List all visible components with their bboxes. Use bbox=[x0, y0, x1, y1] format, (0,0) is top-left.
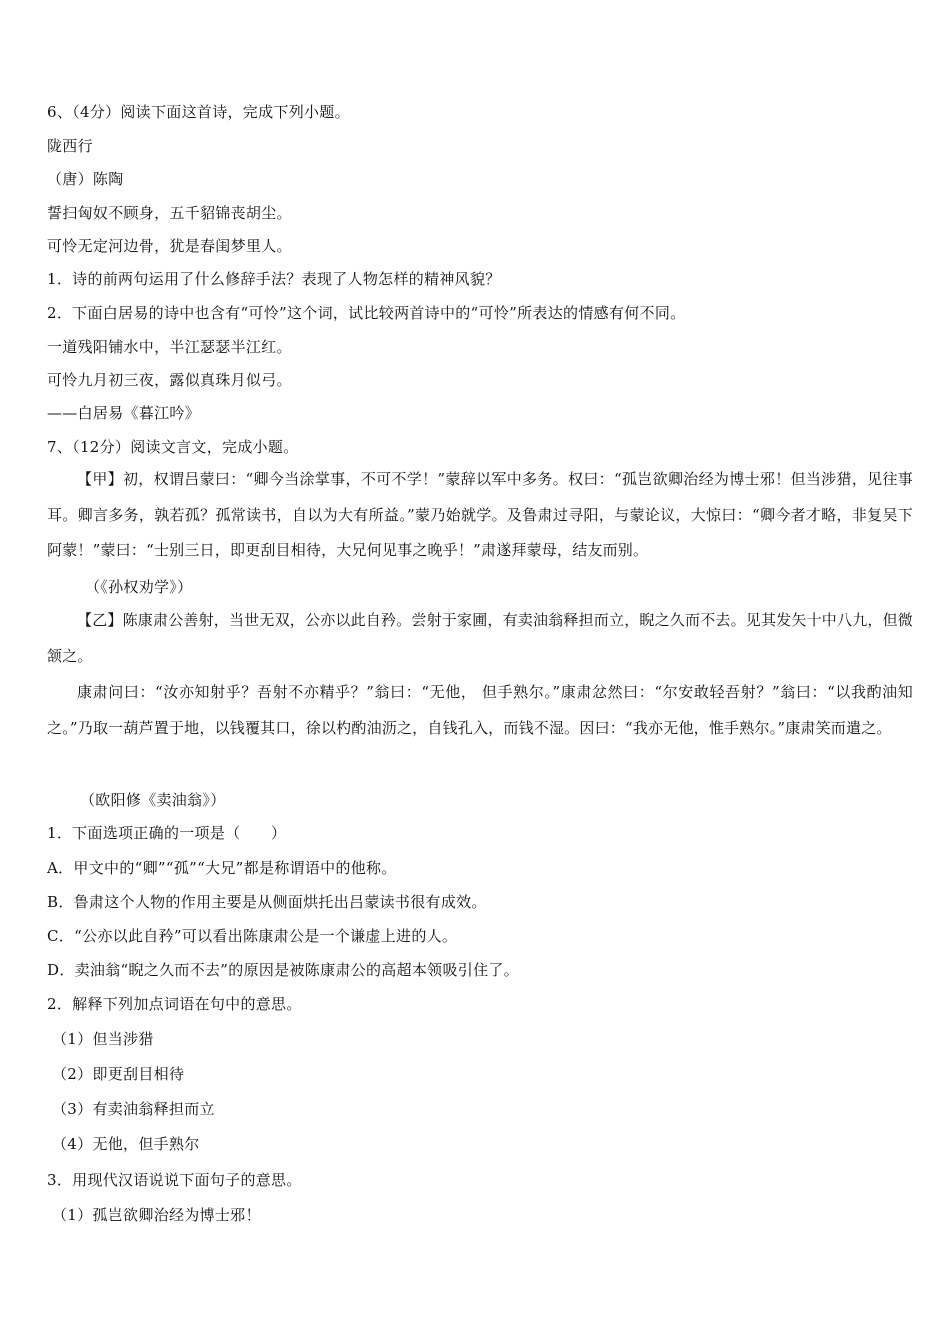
word-item-3: （3）有卖油翁释担而立 bbox=[52, 1100, 215, 1118]
word-item-4: （4）无他，但手熟尔 bbox=[52, 1135, 200, 1153]
question-7-sub-1: 1．下面选项正确的一项是（ ） bbox=[47, 824, 287, 842]
option-b: B．鲁肃这个人物的作用主要是从侧面烘托出吕蒙读书很有成效。 bbox=[47, 893, 487, 911]
word-item-1: （1）但当涉猎 bbox=[52, 1030, 154, 1048]
bai-poem-source: ——白居易《暮江吟》 bbox=[47, 404, 201, 422]
passage-jia-source: （《孙权劝学》） bbox=[85, 578, 193, 596]
option-a: A．甲文中的“卿”“孤”“大兄”都是称谓语中的他称。 bbox=[47, 859, 397, 877]
question-7-sub-3: 3．用现代汉语说说下面句子的意思。 bbox=[47, 1171, 302, 1189]
poem-title: 陇西行 bbox=[47, 137, 93, 155]
question-7-heading: 7、（12分）阅读文言文，完成小题。 bbox=[47, 438, 299, 456]
bai-poem-line-2: 可怜九月初三夜，露似真珠月似弓。 bbox=[47, 371, 292, 389]
poem-line-2: 可怜无定河边骨，犹是春闺梦里人。 bbox=[47, 237, 292, 255]
poem-line-1: 誓扫匈奴不顾身，五千貂锦丧胡尘。 bbox=[47, 204, 292, 222]
word-item-2: （2）即更刮目相待 bbox=[52, 1065, 185, 1083]
poem-author: （唐）陈陶 bbox=[47, 170, 124, 188]
passage-yi-source: （欧阳修《卖油翁》） bbox=[80, 791, 226, 809]
question-6-heading: 6、（4分）阅读下面这首诗，完成下列小题。 bbox=[47, 103, 350, 121]
question-7-sub-2: 2．解释下列加点词语在句中的意思。 bbox=[47, 995, 302, 1013]
passage-yi-paragraph-1: 【乙】陈康肃公善射，当世无双，公亦以此自矜。尝射于家圃，有卖油翁释担而立，睨之久而不去。见其发矢十中八九，但微颔之。 bbox=[47, 611, 914, 665]
option-c: C．“公亦以此自矜”可以看出陈康肃公是一个谦虚上进的人。 bbox=[47, 927, 458, 945]
question-6-sub-2: 2．下面白居易的诗中也含有“可怜”这个词，试比较两首诗中的“可怜”所表达的情感有何不同。 bbox=[47, 304, 686, 322]
sentence-item-1: （1）孤岂欲卿治经为博士邪！ bbox=[52, 1206, 261, 1224]
bai-poem-line-1: 一道残阳铺水中，半江瑟瑟半江红。 bbox=[47, 338, 292, 356]
option-d: D．卖油翁“睨之久而不去”的原因是被陈康肃公的高超本领吸引住了。 bbox=[47, 961, 519, 979]
passage-yi-paragraph-2: 康肃问曰：“汝亦知射乎？吾射不亦精乎？”翁曰：“无他， 但手熟尔。”康肃忿然曰：“尔安敢轻吾射？”翁曰：“以我酌油知之。”乃取一葫芦置于地，以钱覆其口，徐以杓酌油沥之，自钱孔入，而钱不湿。因曰：“我亦无他，惟手熟尔。”康肃笑而遣之。 bbox=[47, 683, 913, 737]
passage-jia: 【甲】初，权谓吕蒙曰：“卿今当涂掌事，不可不学！”蒙辞以军中多务。权曰：“孤岂欲卿治经为博士邪！但当涉猎，见往事耳。卿言多务，孰若孤？孤常读书，自以为大有所益。”蒙乃始就学。及鲁肃过寻阳，与蒙论议，大惊曰：“卿今者才略，非复吴下阿蒙！”蒙曰：“士别三日，即更刮目相待，大兄何见事之晚乎！”肃遂拜蒙母，结友而别。 bbox=[47, 470, 913, 559]
question-6-sub-1: 1．诗的前两句运用了什么修辞手法？表现了人物怎样的精神风貌？ bbox=[47, 270, 501, 288]
